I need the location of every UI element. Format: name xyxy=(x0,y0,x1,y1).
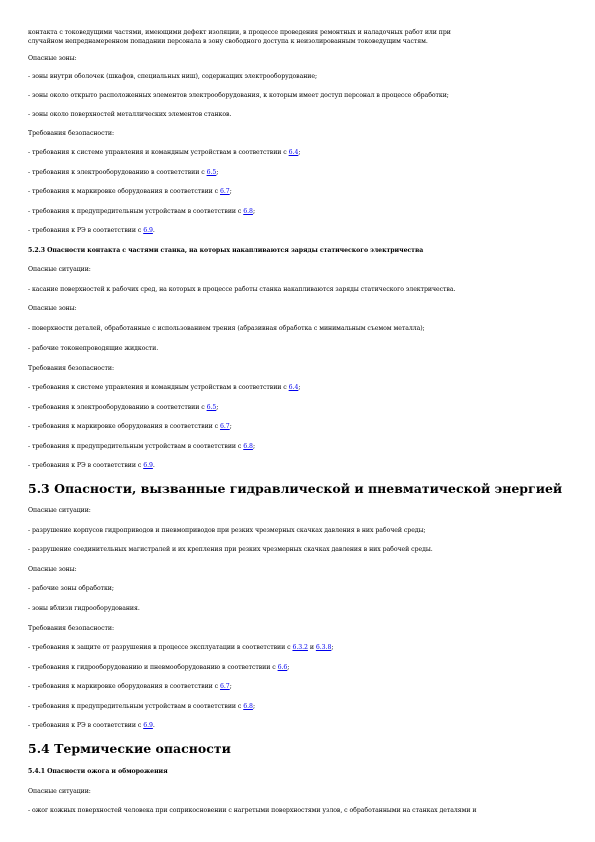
section-link[interactable]: 6.9 xyxy=(143,722,153,729)
subsection-heading: 5.4.1 Опасности ожога и обморожения xyxy=(28,768,168,775)
section-link[interactable]: 6.3.2 xyxy=(292,644,308,651)
zones-label: Опасные зоны: xyxy=(28,566,77,573)
list-item: - требования к электрооборудованию в соответствии с 6.5; xyxy=(28,169,219,176)
list-item: - ожог кожных поверхностей человека при соприкосновении с нагретыми поверхностями узлов, с обработанными на станках деталями и xyxy=(28,807,477,814)
list-item: - требования к системе управления и командным устройствам в соответствии с 6.4; xyxy=(28,384,301,391)
section-link[interactable]: 6.5 xyxy=(206,404,217,411)
list-item: - зоны около поверхностей металлических элементов станков. xyxy=(28,111,232,118)
list-item: - требования к РЭ в соответствии с 6.9. xyxy=(28,462,155,469)
list-item: - зоны около открыто расположенных элементов электрооборудования, к которым имеет доступ персонал в процессе обработки; xyxy=(28,92,449,99)
situations-label: Опасные ситуации: xyxy=(28,788,91,795)
list-item: - требования к системе управления и командным устройствам в соответствии с 6.4; xyxy=(28,149,301,156)
section-link[interactable]: 6.6 xyxy=(277,664,288,671)
list-item: - рабочие токонепроводящие жидкости. xyxy=(28,345,159,352)
list-item: - разрушение корпусов гидроприводов и пневмоприводов при резких чрезмерных скачках давления в них рабочей среды; xyxy=(28,527,426,534)
section-link[interactable]: 6.9 xyxy=(143,227,153,234)
list-item: - требования к предупредительным устройствам в соответствии с 6.8; xyxy=(28,208,255,215)
section-link[interactable]: 6.4 xyxy=(288,149,299,156)
list-item: - требования к гидрооборудованию и пневмооборудованию в соответствии с 6.6; xyxy=(28,664,290,671)
section-link[interactable]: 6.8 xyxy=(243,208,253,215)
list-item: - требования к маркировке оборудования в соответствии с 6.7; xyxy=(28,683,232,690)
requirements-label: Требования безопасности: xyxy=(28,625,115,632)
list-item: - зоны вблизи гидрооборудования. xyxy=(28,605,140,612)
list-item: - требования к электрооборудованию в соответствии с 6.5; xyxy=(28,404,219,411)
list-item: - зоны внутри оболочек (шкафов, специальных ниш), содержащих электрооборудование; xyxy=(28,73,318,80)
list-item: - требования к маркировке оборудования в соответствии с 6.7; xyxy=(28,188,232,195)
section-link[interactable]: 6.7 xyxy=(219,188,230,195)
requirements-label: Требования безопасности: xyxy=(28,130,115,137)
paragraph-line: случайном непреднамеренном попадании персонала в зону свободного доступа к неизолированным токоведущим частям. xyxy=(28,38,428,45)
section-link[interactable]: 6.4 xyxy=(288,384,299,391)
list-item: - требования к предупредительным устройствам в соответствии с 6.8; xyxy=(28,443,255,450)
section-heading: 5.4 Термические опасности xyxy=(28,741,231,756)
section-link[interactable]: 6.7 xyxy=(219,423,230,430)
section-heading: 5.3 Опасности, вызванные гидравлической и пневматической энергией xyxy=(28,481,563,496)
list-item: - рабочие зоны обработки; xyxy=(28,585,114,592)
zones-label: Опасные зоны: xyxy=(28,305,77,312)
list-item: - требования к предупредительным устройствам в соответствии с 6.8; xyxy=(28,703,255,710)
list-item: - требования к маркировке оборудования в соответствии с 6.7; xyxy=(28,423,232,430)
section-link[interactable]: 6.7 xyxy=(219,683,230,690)
requirements-label: Требования безопасности: xyxy=(28,365,115,372)
subsection-heading: 5.2.3 Опасности контакта с частями станка, на которых накапливаются заряды статического электричества xyxy=(28,247,424,254)
section-link[interactable]: 6.3.8 xyxy=(315,644,332,651)
list-item: - разрушение соединительных магистралей и их крепления при резких чрезмерных скачках давления в них рабочей среды. xyxy=(28,546,433,553)
list-item: - требования к РЭ в соответствии с 6.9. xyxy=(28,722,155,729)
situations-label: Опасные ситуации: xyxy=(28,266,91,273)
list-item: - касание поверхностей к рабочих сред, на которых в процессе работы станка накапливаются заряды статического электричества. xyxy=(28,286,456,293)
list-item: - поверхности деталей, обработанные с использованием трения (абразивная обработка с минимальным съемом металла); xyxy=(28,325,425,332)
list-item: - требования к РЭ в соответствии с 6.9. xyxy=(28,227,155,234)
list-item: - требования к защите от разрушения в процессе эксплуатации в соответствии с 6.3.2 и 6.3.8; xyxy=(28,644,334,651)
section-link[interactable]: 6.9 xyxy=(143,462,153,469)
section-link[interactable]: 6.5 xyxy=(206,169,217,176)
zones-label: Опасные зоны: xyxy=(28,55,77,62)
section-link[interactable]: 6.8 xyxy=(243,703,253,710)
situations-label: Опасные ситуации: xyxy=(28,507,91,514)
section-link[interactable]: 6.8 xyxy=(243,443,253,450)
paragraph-line: контакта с токоведущими частями, имеющими дефект изоляции, в процессе проведения ремонтных и наладочных работ или при xyxy=(28,29,451,36)
